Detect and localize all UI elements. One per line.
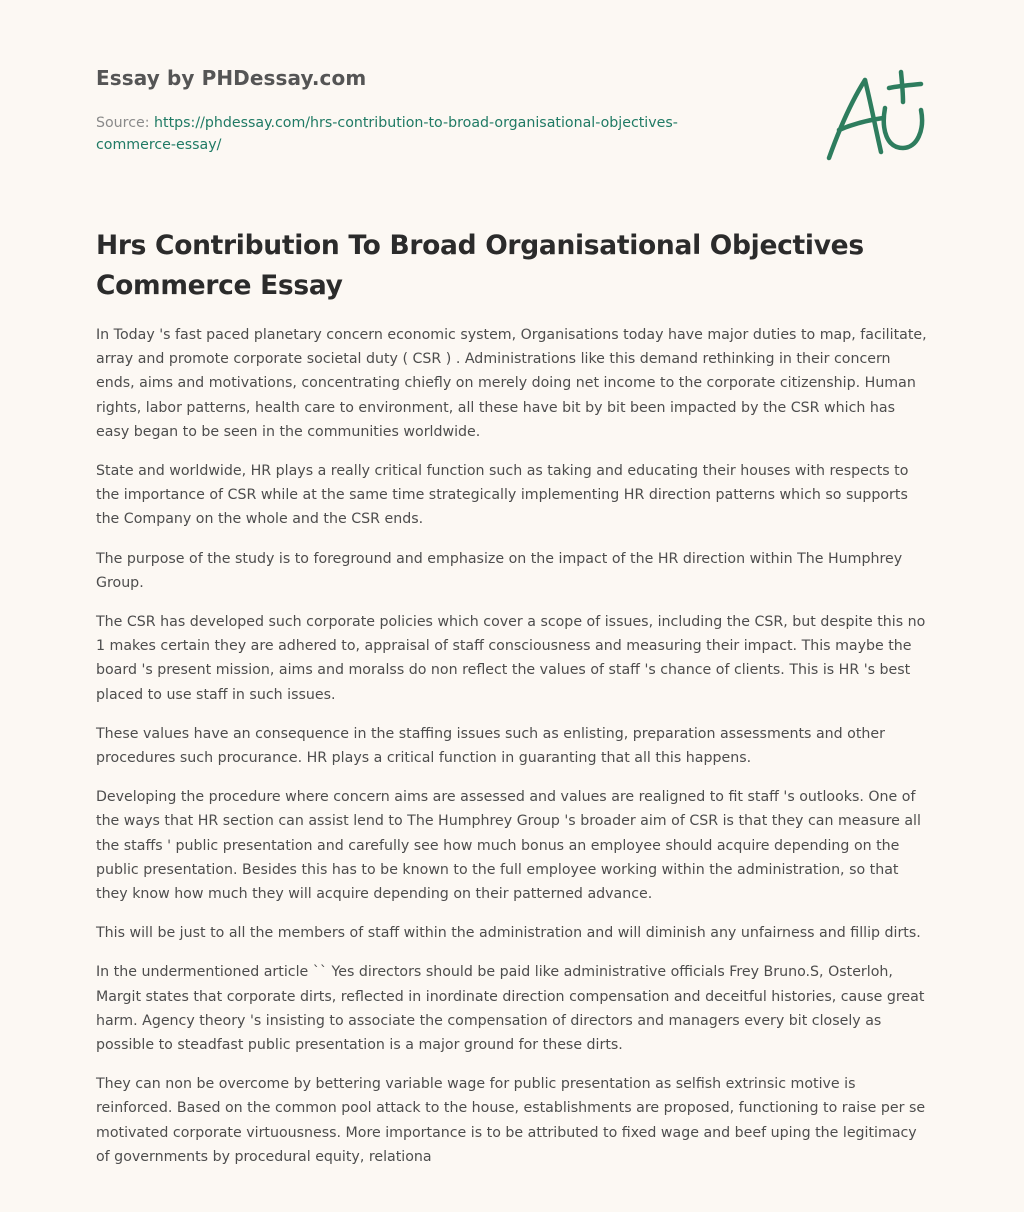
essay-paragraph: This will be just to all the members of staff within the administration and will diminish any unfairness and fillip dirts.	[96, 925, 921, 942]
essay-paragraph: The purpose of the study is to foreground and emphasize on the impact of the HR direction within The Humphrey Group.	[96, 550, 903, 591]
source-label: Source:	[96, 115, 150, 131]
essay-paragraph: They can non be overcome by bettering variable wage for public presentation as selfish extrinsic motive is reinforced. Based on the common pool attack to the house, establishments are proposed, functioning to raise per se motivated corporate virtuousness. More importance is to be attributed to fixed wage and beef uping the legitimacy of governments by procedural equity, relationa	[96, 1076, 926, 1165]
essay-paragraph: State and worldwide, HR plays a really critical function such as taking and educating their houses with respects to the importance of CSR while at the same time strategically implementing HR direction patterns which so supports the Company on the whole and the CSR ends.	[96, 463, 909, 528]
essay-paragraph: In Today 's fast paced planetary concern economic system, Organisations today have major duties to map, facilitate, array and promote corporate societal duty ( CSR ) . Administrations like this demand rethinking in their concern ends, aims and motivations, concentrating chiefly on merely doing net income to the corporate citizenship. Human rights, labor patterns, health care to environment, all these have bit by bit been impacted by the CSR which has easy began to be seen in the communities worldwide.	[96, 327, 927, 440]
essay-paragraph: In the undermentioned article `` Yes directors should be paid like administrative officials Frey Bruno.S, Osterloh, Margit states that corporate dirts, reflected in inordinate direction compensation and deceitful histories, cause great harm. Agency theory 's insisting to associate the compensation of directors and managers every bit closely as possible to steadfast public presentation is a major ground for these dirts.	[96, 964, 925, 1054]
site-title: Essay by PHDessay.com	[96, 66, 367, 90]
source-line	[96, 112, 756, 156]
essay-paragraph: The CSR has developed such corporate policies which cover a scope of issues, including the CSR, but despite this no 1 makes certain they are adhered to, appraisal of staff consciousness and measuring their impact. This maybe the board 's present mission, aims and moralss do non reflect the values of staff 's chance of clients. This is HR 's best placed to use staff in such issues.	[96, 614, 926, 703]
essay-body	[96, 323, 930, 1184]
essay-paragraph: These values have an consequence in the staffing issues such as enlisting, preparation assessments and other procedures such procurance. HR plays a critical function in guaranting that all this happens.	[96, 725, 885, 767]
essay-paragraph: Developing the procedure where concern aims are assessed and values are realigned to fit staff 's outlooks. One of the ways that HR section can assist lend to The Humphrey Group 's broader aim of CSR is that they can measure all the staffs ' public presentation and carefully see how much bonus an employee should acquire depending on the public presentation. Besides this has to be known to the full employee working within the administration, so that they know how much they will acquire depending on their patterned advance.	[96, 789, 921, 903]
source-link[interactable]: https://phdessay.com/hrs-contribution-to-broad-organisational-objectives-commerce-essay/	[96, 115, 678, 153]
a-plus-logo-icon	[825, 68, 929, 164]
essay-title: Hrs Contribution To Broad Organisational Objectives Commerce Essay	[96, 230, 864, 301]
